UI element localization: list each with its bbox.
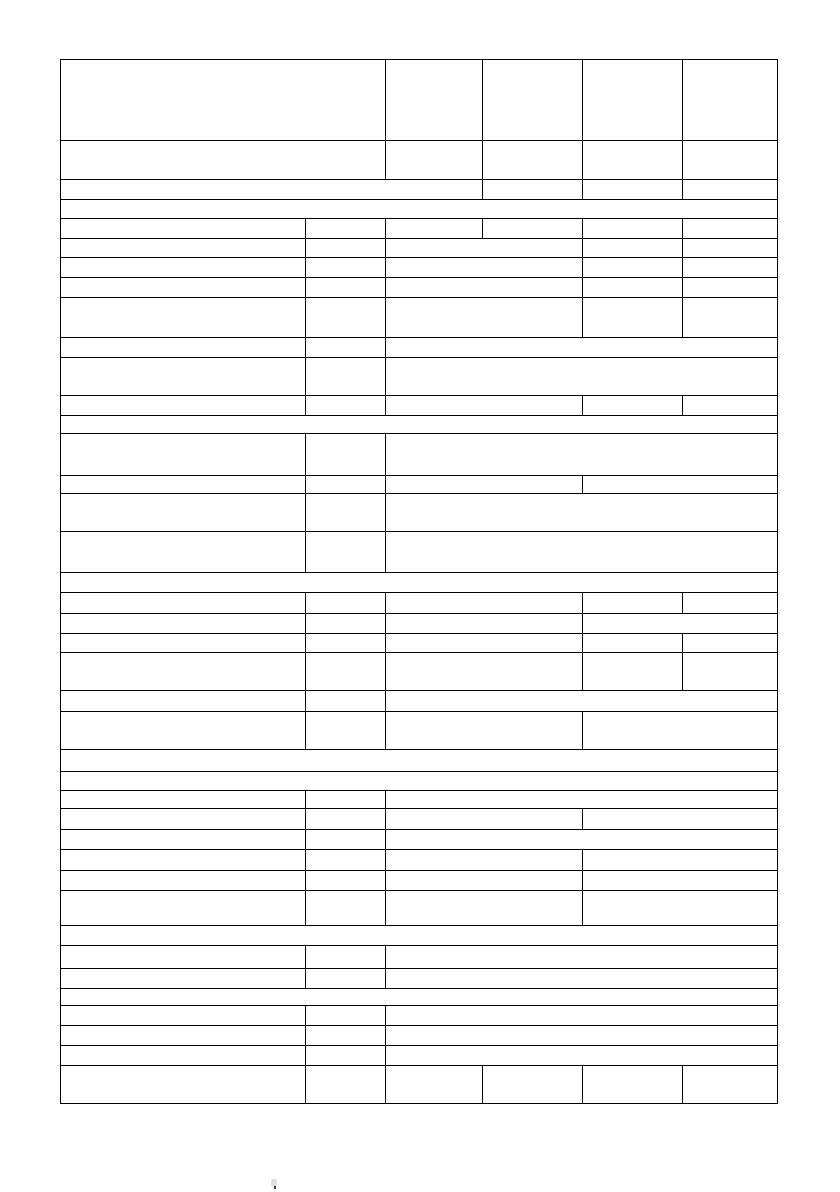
table-grid-line xyxy=(60,690,778,691)
table-grid-line xyxy=(385,652,386,691)
table-grid-line xyxy=(305,1065,306,1104)
table-grid-line xyxy=(385,808,386,830)
table-grid-line xyxy=(305,968,306,989)
table-grid-line xyxy=(682,277,683,298)
table-grid-line xyxy=(582,613,583,634)
table-grid-line xyxy=(60,808,778,809)
table-grid-line xyxy=(305,531,306,573)
table-grid-line xyxy=(305,829,306,850)
table-grid-line xyxy=(305,652,306,691)
table-grid-line xyxy=(60,945,778,946)
table-grid-line xyxy=(385,475,386,494)
table-grid-line xyxy=(385,690,386,712)
table-grid-line xyxy=(582,890,583,926)
table-grid-line xyxy=(305,613,306,634)
table-grid-line xyxy=(305,690,306,712)
table-grid-line xyxy=(305,945,306,969)
table-grid-line xyxy=(482,179,483,200)
table-grid-line xyxy=(682,218,683,239)
table-grid-line xyxy=(60,218,778,219)
table-grid-line xyxy=(60,652,778,653)
table-grid-line xyxy=(385,711,386,750)
table-grid-line xyxy=(305,433,306,476)
table-grid-line xyxy=(385,849,386,871)
table-grid-line xyxy=(682,140,683,180)
table-grid-line xyxy=(777,59,778,1104)
table-grid-line xyxy=(60,633,778,634)
table-grid-line xyxy=(682,395,683,416)
table-grid-line xyxy=(682,257,683,278)
table-grid-line xyxy=(385,257,386,278)
table-grid-line xyxy=(385,890,386,926)
table-grid-line xyxy=(60,1045,778,1046)
table-grid-line xyxy=(385,218,386,239)
table-grid-line xyxy=(385,870,386,891)
table-grid-line xyxy=(60,771,778,772)
table-grid-line xyxy=(385,395,386,416)
table-grid-line xyxy=(385,59,386,141)
table-grid-line xyxy=(305,277,306,298)
table-grid-line xyxy=(482,218,483,239)
table-grid-line xyxy=(682,592,683,614)
table-grid-line xyxy=(682,238,683,258)
table-grid-line xyxy=(582,297,583,338)
table-grid-line xyxy=(385,1065,386,1104)
table-grid-line xyxy=(60,1065,778,1066)
table-grid-line xyxy=(60,415,778,416)
table-grid-line xyxy=(60,1103,778,1104)
table-grid-line xyxy=(385,968,386,989)
table-grid-line xyxy=(385,337,386,358)
stray-mark-dot xyxy=(274,1186,276,1189)
table-grid-line xyxy=(385,357,386,396)
table-grid-line xyxy=(60,357,778,358)
table-grid-line xyxy=(60,711,778,712)
table-grid-line xyxy=(682,1065,683,1104)
table-grid-line xyxy=(385,277,386,298)
table-grid-line xyxy=(60,592,778,593)
table-grid-line xyxy=(60,829,778,830)
table-grid-line xyxy=(60,531,778,532)
table-grid-line xyxy=(582,711,583,750)
table-grid-line xyxy=(60,59,778,60)
table-grid-line xyxy=(305,238,306,258)
table-grid-line xyxy=(305,218,306,239)
table-grid-line xyxy=(682,179,683,200)
table-grid-line xyxy=(305,711,306,750)
table-grid-line xyxy=(60,199,778,200)
table-grid-line xyxy=(385,238,386,258)
table-grid-line xyxy=(582,652,583,691)
table-grid-line xyxy=(305,1045,306,1066)
table-grid-line xyxy=(305,337,306,358)
table-grid-line xyxy=(60,433,778,434)
table-grid-line xyxy=(582,1065,583,1104)
table-grid-line xyxy=(582,140,583,180)
table-grid-line xyxy=(582,395,583,416)
stray-mark-squiggle xyxy=(271,1179,277,1186)
table-grid-line xyxy=(682,59,683,141)
table-grid-line xyxy=(582,238,583,258)
table-grid-line xyxy=(305,633,306,653)
table-grid-line xyxy=(60,493,778,494)
table-grid-line xyxy=(60,337,778,338)
table-grid-line xyxy=(385,945,386,969)
table-grid-line xyxy=(60,870,778,871)
table-grid-line xyxy=(582,475,583,494)
table-grid-line xyxy=(385,1005,386,1026)
table-grid-line xyxy=(582,633,583,653)
table-grid-line xyxy=(682,297,683,338)
table-grid-line xyxy=(60,395,778,396)
table-grid-line xyxy=(482,140,483,180)
table-grid-line xyxy=(305,475,306,494)
table-grid-line xyxy=(582,59,583,141)
table-grid-line xyxy=(385,790,386,809)
table-grid-line xyxy=(305,592,306,614)
table-grid-line xyxy=(305,493,306,532)
table-grid-line xyxy=(305,849,306,871)
table-grid-line xyxy=(682,652,683,691)
table-grid-line xyxy=(305,1025,306,1046)
stray-mark xyxy=(271,1179,278,1189)
table-grid-line xyxy=(385,531,386,573)
table-grid-line xyxy=(582,218,583,239)
table-grid-line xyxy=(60,790,778,791)
table-grid-line xyxy=(60,475,778,476)
table-grid-line xyxy=(60,968,778,969)
table-grid-line xyxy=(582,592,583,614)
table-grid-line xyxy=(60,988,778,989)
table-grid-line xyxy=(60,179,778,180)
table-grid-line xyxy=(60,613,778,614)
table-grid-line xyxy=(60,1005,778,1006)
table-grid-line xyxy=(582,808,583,830)
table-grid-line xyxy=(60,849,778,850)
table-grid-line xyxy=(385,493,386,532)
table-grid-line xyxy=(582,849,583,871)
table-grid-line xyxy=(482,1065,483,1104)
table-grid-line xyxy=(682,633,683,653)
table-grid-line xyxy=(305,790,306,809)
table-grid-line xyxy=(60,1025,778,1026)
table-grid-line xyxy=(60,749,778,750)
table-grid-line xyxy=(60,59,61,1104)
table-grid-line xyxy=(385,613,386,634)
table-grid-line xyxy=(305,257,306,278)
table-grid-line xyxy=(582,179,583,200)
table-grid-line xyxy=(60,277,778,278)
table-grid-line xyxy=(305,357,306,396)
table-grid-line xyxy=(582,257,583,278)
table-grid-line xyxy=(385,140,386,180)
table-grid-line xyxy=(305,808,306,830)
table-grid-line xyxy=(60,257,778,258)
table-grid-line xyxy=(582,870,583,891)
table-grid-line xyxy=(60,140,778,141)
table-grid-line xyxy=(385,633,386,653)
table-grid-line xyxy=(60,572,778,573)
table-grid-line xyxy=(305,395,306,416)
table-grid-line xyxy=(385,433,386,476)
table-grid-line xyxy=(305,297,306,338)
table-grid-line xyxy=(482,59,483,141)
table-grid-line xyxy=(60,925,778,926)
table-grid-line xyxy=(582,277,583,298)
table-grid-line xyxy=(385,829,386,850)
table-grid-line xyxy=(385,1045,386,1066)
table-grid-line xyxy=(385,297,386,338)
table-grid-line xyxy=(60,238,778,239)
table-grid-line xyxy=(305,890,306,926)
table-grid-line xyxy=(305,1005,306,1026)
table-grid-line xyxy=(305,870,306,891)
table-grid-line xyxy=(60,890,778,891)
table-grid-line xyxy=(60,297,778,298)
table-grid-line xyxy=(385,1025,386,1046)
table-grid-line xyxy=(385,592,386,614)
blank-specs-table xyxy=(60,59,778,1104)
